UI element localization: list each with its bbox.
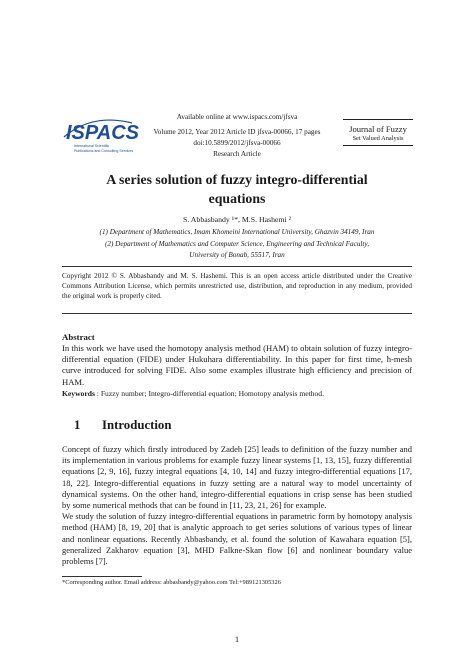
article-type: Research Article <box>213 150 261 158</box>
available-online-link[interactable]: Available online at www.ispacs.com/jfsva <box>176 113 298 121</box>
copyright-bottom-rule <box>62 313 412 314</box>
affiliation-2: (2) Department of Mathematics and Computer Science, Engineering and Technical Faculty, <box>104 240 370 248</box>
keywords-label: Keywords <box>62 389 95 398</box>
journal-name: Journal of Fuzzy <box>349 124 407 134</box>
keywords <box>62 389 412 399</box>
copyright-notice: Copyright 2012 © S. Abbasbandy and M. S. Hashemi. This is an open access article distributed under the Creative Commons Attribution License, which permits unrestricted use, distribution, and reproduction in any medium, provided the original work is properly cited. <box>62 272 412 300</box>
section-number: 1 <box>74 418 81 432</box>
section-heading <box>74 418 171 433</box>
paragraph-2: We study the solution of fuzzy integro-differential equations in parametric form by homotopy analysis method (HAM) [8, 19, 20] that is analytic approach to get series solutions of various types of linear and nonlinear equations. Recently Abbasbandy, et al. found the solution of Kawahara equation [5], generalized Zakharov equation [3], MHD Falkne-Skan flow [6] and nonlinear boundary value problems [7]. <box>62 511 412 567</box>
authors: S. Abbasbandy ¹*, M.S. Hashemi ² <box>183 215 291 224</box>
footnote: *Corresponding author. Email address: abbasbandy@yahoo.com Tel:+989121305326 <box>62 579 281 586</box>
footnote-rule <box>62 576 142 577</box>
logo-subtitle <box>74 144 133 153</box>
page-number: 1 <box>234 634 240 644</box>
logo-subtitle-line: International Scientific <box>74 144 110 148</box>
journal-rule <box>343 145 413 146</box>
journal-rule <box>343 119 413 120</box>
paragraph-1: Concept of fuzzy which firstly introduced by Zadeh [25] leads to definition of the fuzzy number and its implementation in various problems for example fuzzy linear systems [1, 13, 15], fuzzy differential equations [2, 9, 16], fuzzy integral equations [4, 10, 14] and fuzzy integro-differential equations [17, 18, 22]. Integro-differential equations in fuzzy setting are a natural way to model uncertainty of dynamical systems. On the other hand, integro-differential equations in crisp sense has been studied by some numerical methods that can be found in [11, 23, 21, 26] for example. <box>62 444 412 511</box>
title-line: A series solution of fuzzy integro-differential <box>106 172 368 187</box>
title-line: equations <box>208 191 266 206</box>
section-title: Introduction <box>102 418 172 432</box>
paper-title <box>40 170 434 208</box>
journal-badge <box>343 119 413 146</box>
affiliation-1: (1) Department of Mathematics, Imam Khomeini International University, Ghazvin 34149, Iran <box>99 228 375 236</box>
abstract-text: In this work we have used the homotopy analysis method (HAM) to obtain solution of fuzzy integro-differential equation (FIDE) under Hukuhara differentiability. In this paper for first time, ħ-mesh curve introduced for solving FIDE. Also some examples illustrate high efficiency and precision of HAM. <box>62 343 412 387</box>
keywords-list: : Fuzzy number; Integro-differential equation; Homotopy analysis method. <box>94 389 325 398</box>
doi-line[interactable]: doi:10.5899/2012/jfsva-00066 <box>193 139 281 147</box>
logo-subtitle-line: Publications and Consulting Services <box>74 148 134 153</box>
volume-line: Volume 2012, Year 2012 Article ID jfsva-00066, 17 pages <box>153 128 321 136</box>
copyright-top-rule <box>62 266 412 267</box>
journal-subtitle: Set Valued Analysis <box>352 135 404 142</box>
abstract-heading: Abstract <box>62 332 95 342</box>
affiliation-2-cont: University of Bonab, 55517, Iran <box>189 251 285 259</box>
logo-text: ISPACS <box>66 122 139 143</box>
section-body <box>62 444 412 567</box>
